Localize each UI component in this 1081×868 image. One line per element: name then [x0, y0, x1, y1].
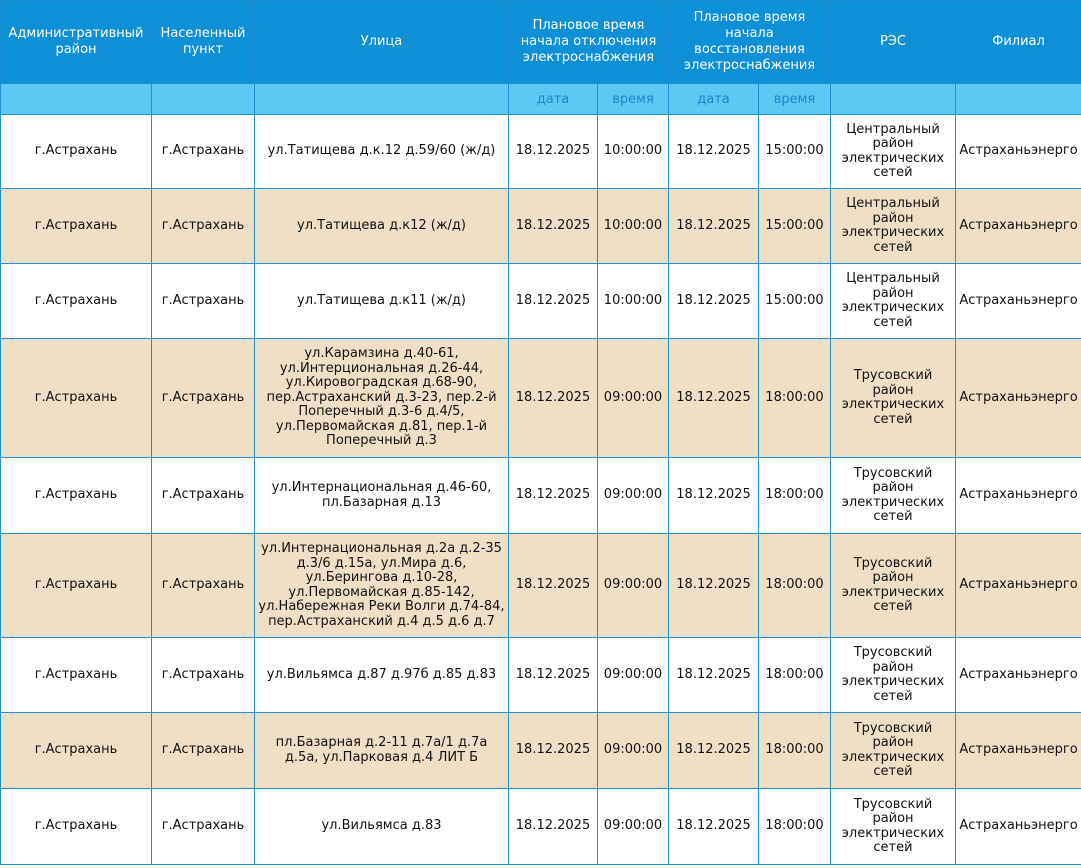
table-row — [1, 638, 1081, 713]
header-branch: Филиал — [956, 1, 1081, 84]
cell-on-time: 18:00:00 — [759, 638, 831, 713]
cell-off-date: 18.12.2025 — [509, 339, 598, 458]
subheader-empty — [255, 84, 509, 115]
header-res: РЭС — [831, 1, 956, 84]
cell-locality: г.Астрахань — [152, 189, 255, 264]
cell-off-date: 18.12.2025 — [509, 189, 598, 264]
table-row — [1, 115, 1081, 189]
cell-on-date: 18.12.2025 — [669, 115, 759, 189]
cell-branch: Астраханьэнерго — [956, 339, 1081, 458]
cell-locality: г.Астрахань — [152, 534, 255, 638]
cell-off-time: 09:00:00 — [598, 713, 669, 789]
cell-branch: Астраханьэнерго — [956, 458, 1081, 534]
cell-off-date: 18.12.2025 — [509, 458, 598, 534]
cell-street: ул.Вильямса д.83 — [255, 789, 509, 865]
cell-on-date: 18.12.2025 — [669, 638, 759, 713]
table-row — [1, 189, 1081, 264]
cell-locality: г.Астрахань — [152, 115, 255, 189]
table-row — [1, 789, 1081, 865]
table-row — [1, 458, 1081, 534]
cell-on-date: 18.12.2025 — [669, 189, 759, 264]
subheader-empty — [956, 84, 1081, 115]
cell-off-time: 09:00:00 — [598, 638, 669, 713]
cell-off-time: 09:00:00 — [598, 339, 669, 458]
subheader-empty — [831, 84, 956, 115]
cell-street: ул.Карамзина д.40-61, ул.Интерциональная д.26-44, ул.Кировоградская д.68-90, пер.Астраханский д.3-23, пер.2-й Поперечный д.3-6 д.4/5, ул.Первомайская д.81, пер.1-й Поперечный д.3 — [255, 339, 509, 458]
cell-off-date: 18.12.2025 — [509, 789, 598, 865]
subheader-on-date: дата — [669, 84, 759, 115]
cell-off-time: 10:00:00 — [598, 264, 669, 339]
cell-locality: г.Астрахань — [152, 713, 255, 789]
cell-off-time: 10:00:00 — [598, 189, 669, 264]
cell-on-date: 18.12.2025 — [669, 534, 759, 638]
cell-on-date: 18.12.2025 — [669, 713, 759, 789]
header-off-time: Плановое время начала отключения электроснабжения — [509, 1, 669, 84]
cell-on-time: 18:00:00 — [759, 789, 831, 865]
cell-on-time: 18:00:00 — [759, 534, 831, 638]
cell-branch: Астраханьэнерго — [956, 534, 1081, 638]
cell-on-time: 18:00:00 — [759, 458, 831, 534]
cell-street: ул.Татищева д.к11 (ж/д) — [255, 264, 509, 339]
cell-off-time: 09:00:00 — [598, 789, 669, 865]
cell-district: г.Астрахань — [1, 638, 152, 713]
cell-res: Трусовский район электрических сетей — [831, 534, 956, 638]
cell-res: Трусовский район электрических сетей — [831, 638, 956, 713]
header-restore-time: Плановое время начала восстановления электроснабжения — [669, 1, 831, 84]
cell-locality: г.Астрахань — [152, 264, 255, 339]
cell-on-time: 15:00:00 — [759, 189, 831, 264]
cell-res: Трусовский район электрических сетей — [831, 713, 956, 789]
subheader-off-date: дата — [509, 84, 598, 115]
cell-street: ул.Татищева д.к.12 д.59/60 (ж/д) — [255, 115, 509, 189]
cell-off-time: 09:00:00 — [598, 458, 669, 534]
cell-off-time: 09:00:00 — [598, 534, 669, 638]
header-locality: Населенный пункт — [152, 1, 255, 84]
cell-on-time: 15:00:00 — [759, 115, 831, 189]
cell-street: ул.Интернациональная д.2а д.2-35 д.3/6 д.15а, ул.Мира д.6, ул.Берингова д.10-28, ул.Первомайская д.85-142, ул.Набережная Реки Волги д.74-84, пер.Астраханский д.4 д.5 д.6 д.7 — [255, 534, 509, 638]
cell-branch: Астраханьэнерго — [956, 189, 1081, 264]
subheader-off-time: время — [598, 84, 669, 115]
cell-on-date: 18.12.2025 — [669, 458, 759, 534]
cell-on-date: 18.12.2025 — [669, 264, 759, 339]
cell-off-date: 18.12.2025 — [509, 713, 598, 789]
cell-branch: Астраханьэнерго — [956, 264, 1081, 339]
cell-off-date: 18.12.2025 — [509, 115, 598, 189]
cell-branch: Астраханьэнерго — [956, 713, 1081, 789]
header-district: Административный район — [1, 1, 152, 84]
cell-res: Центральный район электрических сетей — [831, 189, 956, 264]
subheader-empty — [1, 84, 152, 115]
cell-off-date: 18.12.2025 — [509, 638, 598, 713]
cell-district: г.Астрахань — [1, 189, 152, 264]
cell-off-date: 18.12.2025 — [509, 264, 598, 339]
cell-res: Трусовский район электрических сетей — [831, 339, 956, 458]
cell-district: г.Астрахань — [1, 458, 152, 534]
cell-street: ул.Вильямса д.87 д.97б д.85 д.83 — [255, 638, 509, 713]
cell-off-time: 10:00:00 — [598, 115, 669, 189]
header-row — [1, 1, 1081, 84]
cell-district: г.Астрахань — [1, 115, 152, 189]
cell-locality: г.Астрахань — [152, 339, 255, 458]
cell-branch: Астраханьэнерго — [956, 789, 1081, 865]
table-row — [1, 339, 1081, 458]
cell-street: ул.Татищева д.к12 (ж/д) — [255, 189, 509, 264]
header-street: Улица — [255, 1, 509, 84]
cell-branch: Астраханьэнерго — [956, 115, 1081, 189]
cell-off-date: 18.12.2025 — [509, 534, 598, 638]
cell-res: Трусовский район электрических сетей — [831, 789, 956, 865]
cell-on-date: 18.12.2025 — [669, 339, 759, 458]
cell-district: г.Астрахань — [1, 713, 152, 789]
cell-res: Центральный район электрических сетей — [831, 115, 956, 189]
subheader-empty — [152, 84, 255, 115]
cell-locality: г.Астрахань — [152, 789, 255, 865]
cell-res: Трусовский район электрических сетей — [831, 458, 956, 534]
cell-on-time: 18:00:00 — [759, 713, 831, 789]
cell-street: ул.Интернациональная д.46-60, пл.Базарная д.13 — [255, 458, 509, 534]
cell-locality: г.Астрахань — [152, 458, 255, 534]
cell-district: г.Астрахань — [1, 264, 152, 339]
cell-district: г.Астрахань — [1, 789, 152, 865]
cell-locality: г.Астрахань — [152, 638, 255, 713]
subheader-row — [1, 84, 1081, 115]
table-row — [1, 713, 1081, 789]
cell-street: пл.Базарная д.2-11 д.7а/1 д.7а д.5а, ул.Парковая д.4 ЛИТ Б — [255, 713, 509, 789]
cell-on-time: 15:00:00 — [759, 264, 831, 339]
cell-district: г.Астрахань — [1, 534, 152, 638]
subheader-on-time: время — [759, 84, 831, 115]
table-row — [1, 534, 1081, 638]
cell-on-time: 18:00:00 — [759, 339, 831, 458]
cell-on-date: 18.12.2025 — [669, 789, 759, 865]
cell-branch: Астраханьэнерго — [956, 638, 1081, 713]
cell-district: г.Астрахань — [1, 339, 152, 458]
table-row — [1, 264, 1081, 339]
cell-res: Центральный район электрических сетей — [831, 264, 956, 339]
